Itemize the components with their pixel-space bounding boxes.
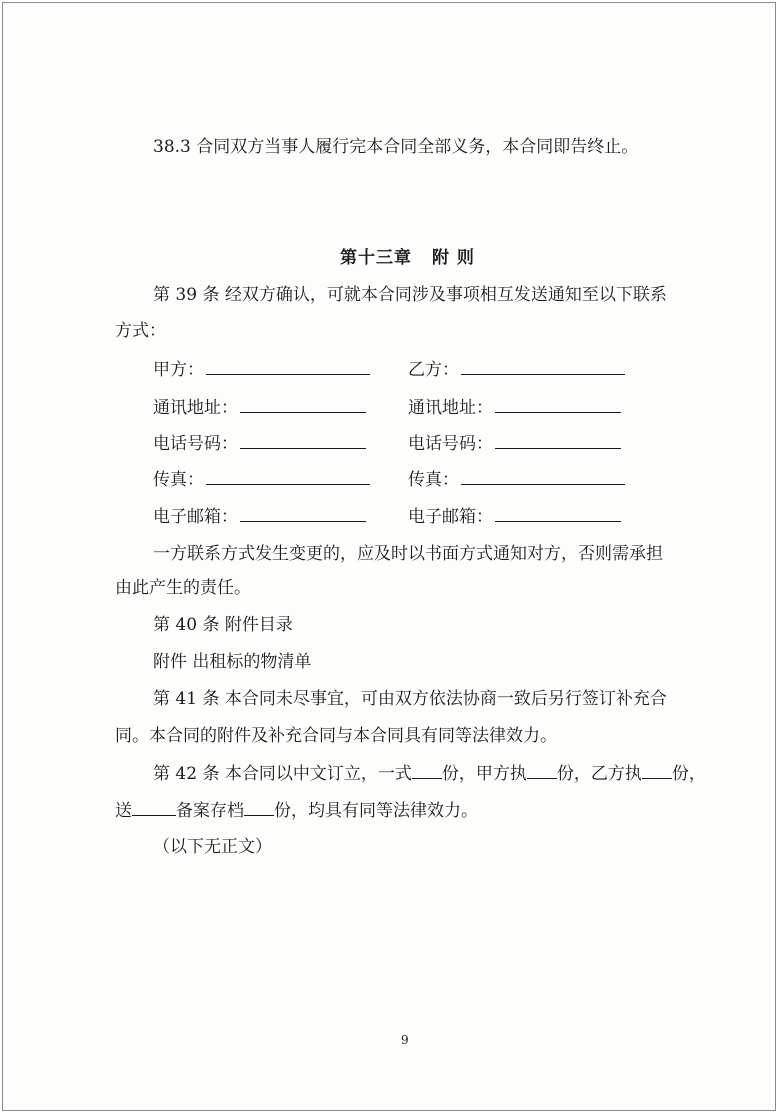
address-a-label: 通讯地址： — [153, 398, 238, 418]
phone-b-label: 电话号码： — [408, 434, 493, 454]
attachment-line: 附件 出租标的物清单 — [153, 652, 312, 672]
address-a-field — [153, 396, 366, 419]
phone-a-field — [153, 432, 366, 455]
filing-copies-blank — [244, 799, 274, 816]
article-39-line1: 第 39 条 经双方确认，可就本合同涉及事项相互发送通知至以下联系 — [153, 285, 667, 305]
article-42-line2 — [115, 799, 478, 822]
fax-a-blank — [206, 468, 370, 485]
email-b-label: 电子邮箱： — [408, 507, 493, 527]
article-39-line2: 方式： — [115, 321, 166, 341]
party-a-label: 甲方： — [153, 360, 204, 380]
art42-part7: 份，均具有同等法律效力。 — [274, 801, 478, 821]
address-a-blank — [240, 396, 366, 413]
fax-b-field — [408, 468, 625, 491]
article-40: 第 40 条 附件目录 — [153, 615, 293, 635]
party-a-copies-blank — [527, 762, 557, 779]
party-b-label: 乙方： — [408, 360, 459, 380]
filing-authority-blank — [132, 799, 176, 816]
article-41-line1: 第 41 条 本合同未尽事宜，可由双方依法协商一致后另行签订补充合 — [153, 689, 667, 709]
art42-part5: 送 — [115, 801, 132, 821]
party-b-copies-blank — [642, 762, 672, 779]
address-b-blank — [495, 396, 621, 413]
email-a-blank — [240, 505, 366, 522]
email-b-field — [408, 505, 621, 528]
phone-b-blank — [495, 432, 621, 449]
address-b-label: 通讯地址： — [408, 398, 493, 418]
change-notice-line1: 一方联系方式发生变更的，应及时以书面方式通知对方，否则需承担 — [153, 544, 663, 564]
clause-38-3: 38.3 合同双方当事人履行完本合同全部义务，本合同即告终止。 — [153, 137, 639, 157]
fax-b-label: 传真： — [408, 470, 459, 490]
phone-a-label: 电话号码： — [153, 434, 238, 454]
end-of-text-note: （以下无正文） — [153, 837, 272, 857]
change-notice-line2: 由此产生的责任。 — [115, 578, 251, 598]
email-a-label: 电子邮箱： — [153, 507, 238, 527]
copies-total-blank — [412, 762, 442, 779]
chapter-title: 第十三章 — [340, 248, 412, 268]
address-b-field — [408, 396, 621, 419]
page-number: 9 — [401, 1033, 409, 1047]
email-b-blank — [495, 505, 621, 522]
article-41-line2: 同。本合同的附件及补充合同与本合同具有同等法律效力。 — [115, 726, 557, 746]
article-42-line1 — [153, 762, 706, 785]
fax-a-label: 传真： — [153, 470, 204, 490]
art42-part3: 份，乙方执 — [556, 764, 642, 784]
art42-part4: 份， — [671, 764, 706, 784]
chapter-heading — [340, 247, 475, 269]
party-a-field — [153, 358, 370, 381]
fax-a-field — [153, 468, 370, 491]
phone-b-field — [408, 432, 621, 455]
phone-a-blank — [240, 432, 366, 449]
party-b-blank — [461, 358, 625, 375]
party-a-blank — [206, 358, 370, 375]
art42-part6: 备案存档 — [176, 801, 244, 821]
fax-b-blank — [461, 468, 625, 485]
document-page — [2, 2, 776, 1111]
art42-part2: 份，甲方执 — [441, 764, 527, 784]
chapter-name: 附 则 — [432, 248, 475, 268]
email-a-field — [153, 505, 366, 528]
art42-part1: 第 42 条 本合同以中文订立，一式 — [153, 764, 412, 784]
party-b-field — [408, 358, 625, 381]
